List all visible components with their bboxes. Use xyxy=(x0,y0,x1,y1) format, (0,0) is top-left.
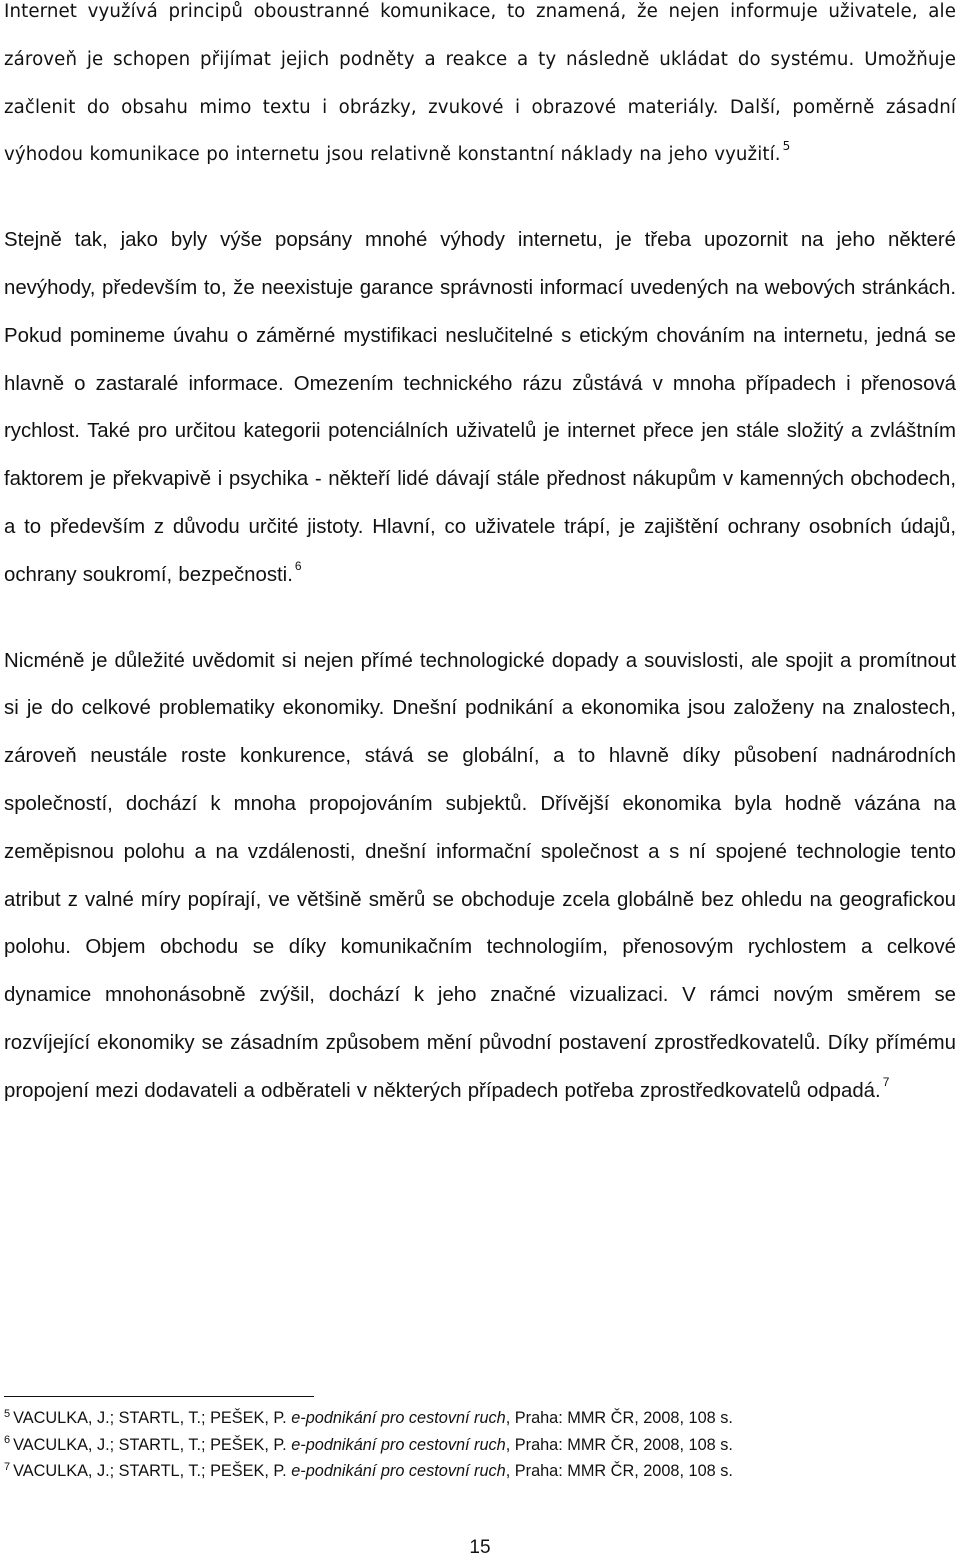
footnote-authors: VACULKA, J.; STARTL, T.; PEŠEK, P. xyxy=(13,1462,287,1480)
footnote-item xyxy=(4,1458,956,1485)
document-body xyxy=(4,0,956,1116)
footnote-authors: VACULKA, J.; STARTL, T.; PEŠEK, P. xyxy=(13,1409,287,1427)
footnote-separator xyxy=(4,1396,314,1397)
footnotes-section xyxy=(4,1396,956,1485)
footnote-title: e-podnikání pro cestovní ruch xyxy=(291,1462,506,1480)
paragraph-text: Nicméně je důležité uvědomit si nejen přímé technologické dopady a souvislosti, ale spojit a promítnout si je do celkové problematiky ekonomiky. Dnešní podnikání a ekonomika jsou založeny na znalostech, zároveň neustále roste konkurence, stává se globální, a to hlavně díky působení nadnárodních společností, dochází k mnoha propojováním subjektů. Dřívější ekonomika byla hodně vázána na zeměpisnou polohu a na vzdálenosti, dnešní informační společnost a s ní spojené technologie tento atribut z valné míry popírají, ve většině směrů se obchoduje zcela globálně bez ohledu na geografickou polohu. Objem obchodu se díky komunikačním technologiím, přenosovým rychlostem a celkové dynamice mnohonásobně zvýšil, dochází k jeho značné vizualizaci. V rámci novým směrem se rozvíjející ekonomiky se zásadním způsobem mění původní postavení zprostředkovatelů. Díky přímému propojení mezi dodavateli a odběrateli v některých případech potřeba zprostředkovatelů odpadá. xyxy=(4,649,956,1102)
paragraph-internet-disadvantages xyxy=(4,217,956,599)
paragraph-text: Stejně tak, jako byly výše popsány mnohé výhody internetu, je třeba upozornit na jeho některé nevýhody, především to, že neexistuje garance správnosti informací uvedených na webových stránkách. Pokud pomineme úvahu o záměrné mystifikaci neslučitelné s etickým chováním na internetu, jedná se hlavně o zastaralé informace. Omezením technického rázu zůstává v mnoha případech i přenosová rychlost. Také pro určitou kategorii potenciálních uživatelů je internet přece jen stále složitý a zvláštním faktorem je překvapivě i psychika - někteří lidé dávají stále přednost nákupům v kamenných obchodech, a to především z důvodu určité jistoty. Hlavní, co uživatele trápí, je zajištění ochrany osobních údajů, ochrany soukromí, bezpečnosti. xyxy=(4,229,956,586)
footnote-number: 7 xyxy=(4,1460,11,1473)
footnote-reference[interactable]: 5 xyxy=(782,139,791,154)
footnote-reference[interactable]: 7 xyxy=(882,1074,890,1089)
footnote-number: 5 xyxy=(4,1407,11,1420)
page-number: 15 xyxy=(469,1537,491,1558)
footnote-number: 6 xyxy=(4,1434,11,1447)
paragraph-economy-impact xyxy=(4,638,956,1116)
footnote-authors: VACULKA, J.; STARTL, T.; PEŠEK, P. xyxy=(13,1435,287,1454)
footnote-title: e-podnikání pro cestovní ruch xyxy=(291,1409,506,1427)
footnote-publication: , Praha: MMR ČR, 2008, 108 s. xyxy=(505,1435,733,1454)
paragraph-internet-communication xyxy=(4,0,956,179)
footnote-publication: , Praha: MMR ČR, 2008, 108 s. xyxy=(505,1462,733,1480)
footnote-publication: , Praha: MMR ČR, 2008, 108 s. xyxy=(505,1409,733,1427)
footnote-item xyxy=(4,1405,956,1432)
footnote-item xyxy=(4,1432,956,1459)
paragraph-text: Internet využívá principů oboustranné komunikace, to znamená, že nejen informuje uživatele, ale zároveň je schopen přijímat jejich podněty a reakce a ty následně ukládat do systému. Umožňuje začlenit do obsahu mimo textu i obrázky, zvukové i obrazové materiály. Další, poměrně zásadní výhodou komunikace po internetu jsou relativně konstantní náklady na jeho využití. xyxy=(4,1,956,166)
footnote-title: e-podnikání pro cestovní ruch xyxy=(291,1435,506,1454)
footnote-reference[interactable]: 6 xyxy=(294,558,302,573)
